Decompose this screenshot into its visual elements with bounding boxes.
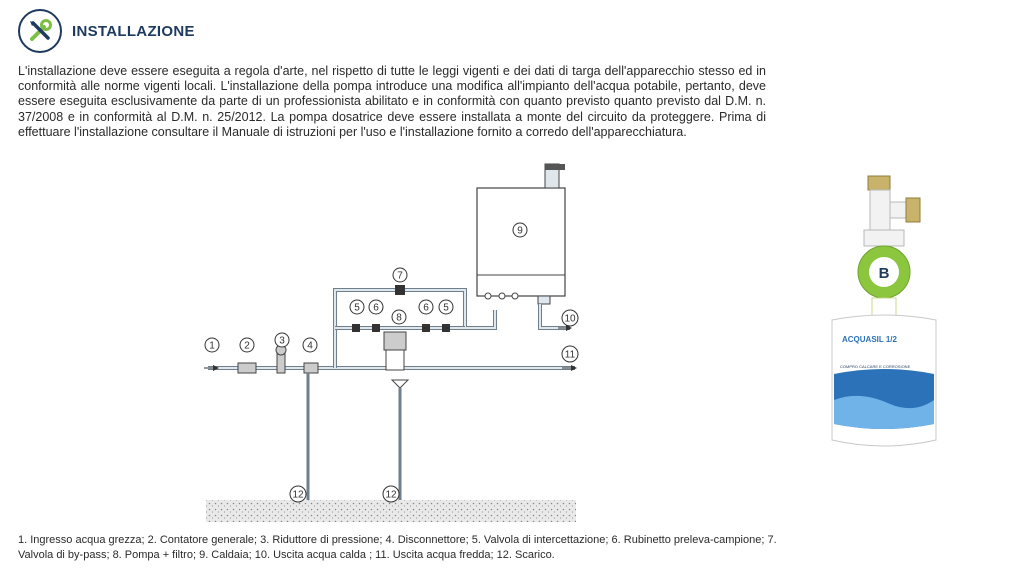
bypass-valve <box>395 285 405 295</box>
label-6b: 6 <box>423 302 429 314</box>
drain-pipes <box>308 373 408 500</box>
label-9: 9 <box>517 225 523 237</box>
label-11: 11 <box>564 349 576 361</box>
section-title: INSTALLAZIONE <box>72 22 195 40</box>
label-7: 7 <box>397 270 403 282</box>
label-3: 3 <box>279 335 285 347</box>
label-5b: 5 <box>443 302 449 314</box>
label-6a: 6 <box>373 302 379 314</box>
pump-filter <box>384 332 406 370</box>
tools-icon <box>18 9 62 53</box>
ground <box>206 500 576 522</box>
disconnector <box>304 363 318 373</box>
installation-diagram <box>190 160 590 530</box>
label-8: 8 <box>396 312 402 324</box>
label-4: 4 <box>307 340 313 352</box>
meter <box>238 363 256 373</box>
intro-paragraph: L'installazione deve essere eseguita a regola d'arte, nel rispetto di tutte le leggi vigenti e dei dati di targa dell'apparecchio stesso ed in conformità alle norme vigenti locali. L'installazione della pompa introduce una modifica all'impianto dell'acqua potabile, pertanto, deve essere eseguita esclusivamente da parte di un professionista abilitato e in conformità con quanto previsto quanto previsto dal D.M. n. 37/2008 e in conformità al D.M. n. 25/2012. La pompa dosatrice deve essere installata a monte del circuito da proteggere. Prima di effettuare l'installazione consultare il Manuale di istruzioni per l'uso e l'installazione fornito a corredo dell'apparecchiatura. <box>18 64 766 139</box>
label-12b: 12 <box>385 489 397 501</box>
product-image <box>820 168 950 458</box>
valve-6b <box>422 324 430 332</box>
valve-5b <box>442 324 450 332</box>
label-12a: 12 <box>292 489 304 501</box>
valve-6a <box>372 324 380 332</box>
valve-5a <box>352 324 360 332</box>
label-5a: 5 <box>354 302 360 314</box>
label-1: 1 <box>209 340 215 352</box>
legend-caption: 1. Ingresso acqua grezza; 2. Contatore generale; 3. Riduttore di pressione; 4. Disconnettore; 5. Valvola di intercettazione; 6. Rubinetto preleva-campione; 7. Valvola di by-pass; 8. Pompa + filtro; 9. Caldaia; 10. Uscita acqua calda ; 11. Uscita acqua fredda; 12. Scarico. <box>18 534 777 561</box>
svg-text:B: B <box>878 265 890 282</box>
pressure-reducer <box>277 353 285 373</box>
label-10: 10 <box>564 313 576 325</box>
product-brand-label: ACQUASIL 1/2 <box>842 335 897 344</box>
section-header <box>18 6 195 56</box>
label-2: 2 <box>244 340 250 352</box>
product-line-label: COMPRO CALCARE E CORROSIONE <box>840 364 911 369</box>
bypass-pipes <box>335 290 571 368</box>
